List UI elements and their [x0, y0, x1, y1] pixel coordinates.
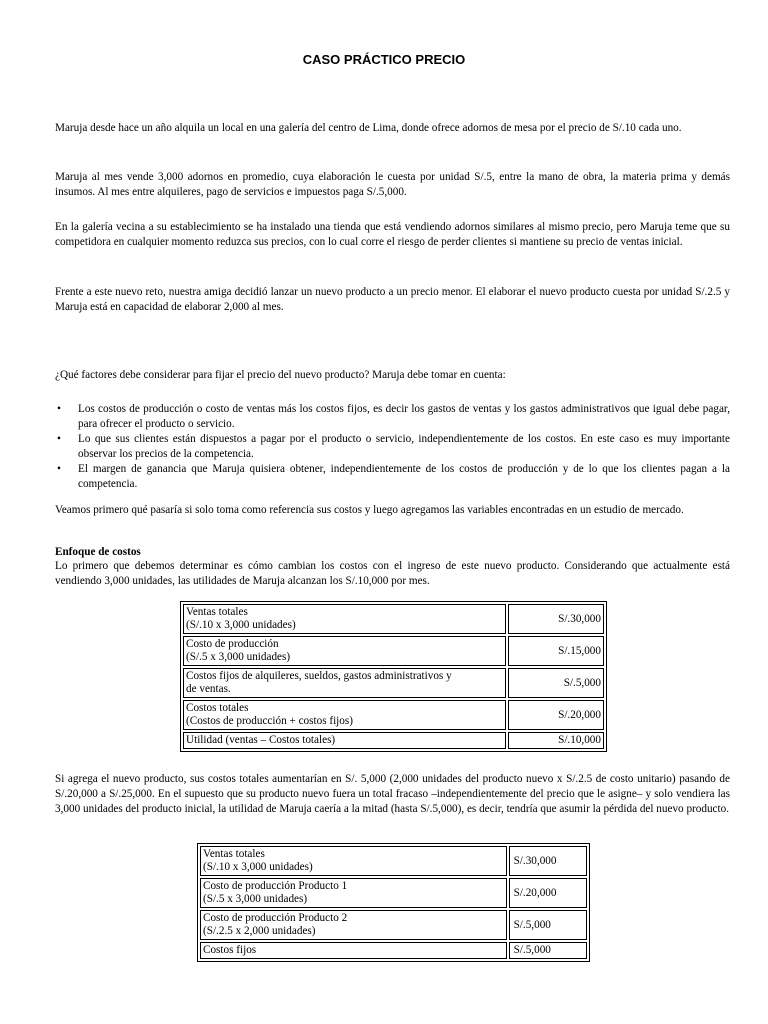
table-row: [200, 910, 587, 940]
list-item: [55, 402, 730, 432]
table-cell-label: Costos totales (Costos de producción + costos fijos): [183, 700, 506, 730]
table-cell-value: S/.5,000: [509, 910, 587, 940]
table-cell-value: S/.30,000: [509, 846, 587, 876]
table-cell-label: Costo de producción Producto 1 (S/.5 x 3,000 unidades): [200, 878, 507, 908]
table-cell-value: S/.20,000: [508, 700, 604, 730]
table-row: [183, 668, 604, 698]
factors-list: [55, 402, 730, 492]
table-cell-value: S/.30,000: [508, 604, 604, 634]
paragraph-question: ¿Qué factores debe considerar para fijar el precio del nuevo producto? Maruja debe tomar en cuenta:: [55, 369, 506, 381]
table-cell-label: Ventas totales (S/.10 x 3,000 unidades): [183, 604, 506, 634]
bullet-icon: •: [57, 463, 61, 475]
table-row: [200, 878, 587, 908]
list-item: [55, 432, 730, 462]
paragraph-new-product: Frente a este nuevo reto, nuestra amiga decidió lanzar un nuevo producto a un precio menor. El elaborar el nuevo producto cuesta por unidad S/.2.5 y Maruja está en capacidad de elaborar 2,000 al mes.: [55, 286, 730, 313]
section-heading: Enfoque de costos: [55, 546, 141, 558]
list-item-text: El margen de ganancia que Maruja quisiera obtener, independientemente de los costos de producción y de lo que los clientes pagan a la competencia.: [78, 463, 730, 490]
bullet-icon: •: [57, 403, 61, 415]
paragraph-competition: En la galería vecina a su establecimiento se ha instalado una tienda que está vendiendo adornos similares al mismo precio, pero Maruja teme que su competidora en cualquier momento reduzca sus precios, con lo cual corre el riesgo de perder clientes si mantiene su precio de ventas inicial.: [55, 221, 730, 248]
table-cell-label: Costos fijos de alquileres, sueldos, gastos administrativos y de ventas.: [183, 668, 506, 698]
bullet-icon: •: [57, 433, 61, 445]
table-cell-value: S/.10,000: [508, 732, 604, 749]
list-item: [55, 462, 730, 492]
paragraph-approach: Veamos primero qué pasaría si solo toma como referencia sus costos y luego agregamos las variables encontradas en un estudio de mercado.: [55, 504, 684, 516]
table-row: [183, 732, 604, 749]
table-row: [183, 700, 604, 730]
list-item-text: Los costos de producción o costo de ventas más los costos fijos, es decir los gastos de ventas y los gastos administrativos que igual debe pagar, para ofrecer el producto o servicio.: [78, 403, 730, 430]
paragraph-intro: Maruja desde hace un año alquila un local en una galería del centro de Lima, donde ofrece adornos de mesa por el precio de S/.10 cada uno.: [55, 122, 682, 134]
list-item-text: Lo que sus clientes están dispuestos a pagar por el producto o servicio, independientemente de los costos. En este caso es muy importante observar los precios de la competencia.: [78, 433, 730, 460]
paragraph-costs-intro: Lo primero que debemos determinar es cómo cambian los costos con el ingreso de este nuevo producto. Considerando que actualmente está vendiendo 3,000 unidades, las utilidades de Maruja alcanzan los S/.10,000 por mes.: [55, 560, 730, 587]
table-cell-value: S/.5,000: [508, 668, 604, 698]
table-row: [200, 846, 587, 876]
table-cell-label: Utilidad (ventas – Costos totales): [183, 732, 506, 749]
table-cell-label: Costo de producción Producto 2 (S/.2.5 x 2,000 unidades): [200, 910, 507, 940]
table-cell-label: Ventas totales (S/.10 x 3,000 unidades): [200, 846, 507, 876]
costs-table-2: [197, 843, 590, 962]
table-row: [200, 942, 587, 959]
table-cell-value: S/.5,000: [509, 942, 587, 959]
paragraph-sales: Maruja al mes vende 3,000 adornos en promedio, cuya elaboración le cuesta por unidad S/.5, entre la mano de obra, la materia prima y demás insumos. Al mes entre alquileres, pago de servicios e impuestos paga S/.5,000.: [55, 171, 730, 198]
document-title: CASO PRÁCTICO PRECIO: [302, 52, 466, 67]
paragraph-new-costs: Si agrega el nuevo producto, sus costos totales aumentarían en S/. 5,000 (2,000 unidades del producto nuevo x S/.2.5 de costo unitario) pasando de S/.20,000 a S/.25,000. En el supuesto que su producto nuevo fuera un total fracaso –independientemente del precio que le asigne– y solo vendiera las 3,000 unidades del producto inicial, la utilidad de Maruja caería a la mitad (hasta S/.5,000), es decir, tendría que asumir la pérdida del nuevo producto.: [55, 773, 730, 815]
table-cell-value: S/.15,000: [508, 636, 604, 666]
table-row: [183, 604, 604, 634]
table-cell-value: S/.20,000: [509, 878, 587, 908]
costs-table-1: [180, 601, 607, 752]
table-cell-label: Costos fijos: [200, 942, 507, 959]
table-row: [183, 636, 604, 666]
table-cell-label: Costo de producción (S/.5 x 3,000 unidades): [183, 636, 506, 666]
